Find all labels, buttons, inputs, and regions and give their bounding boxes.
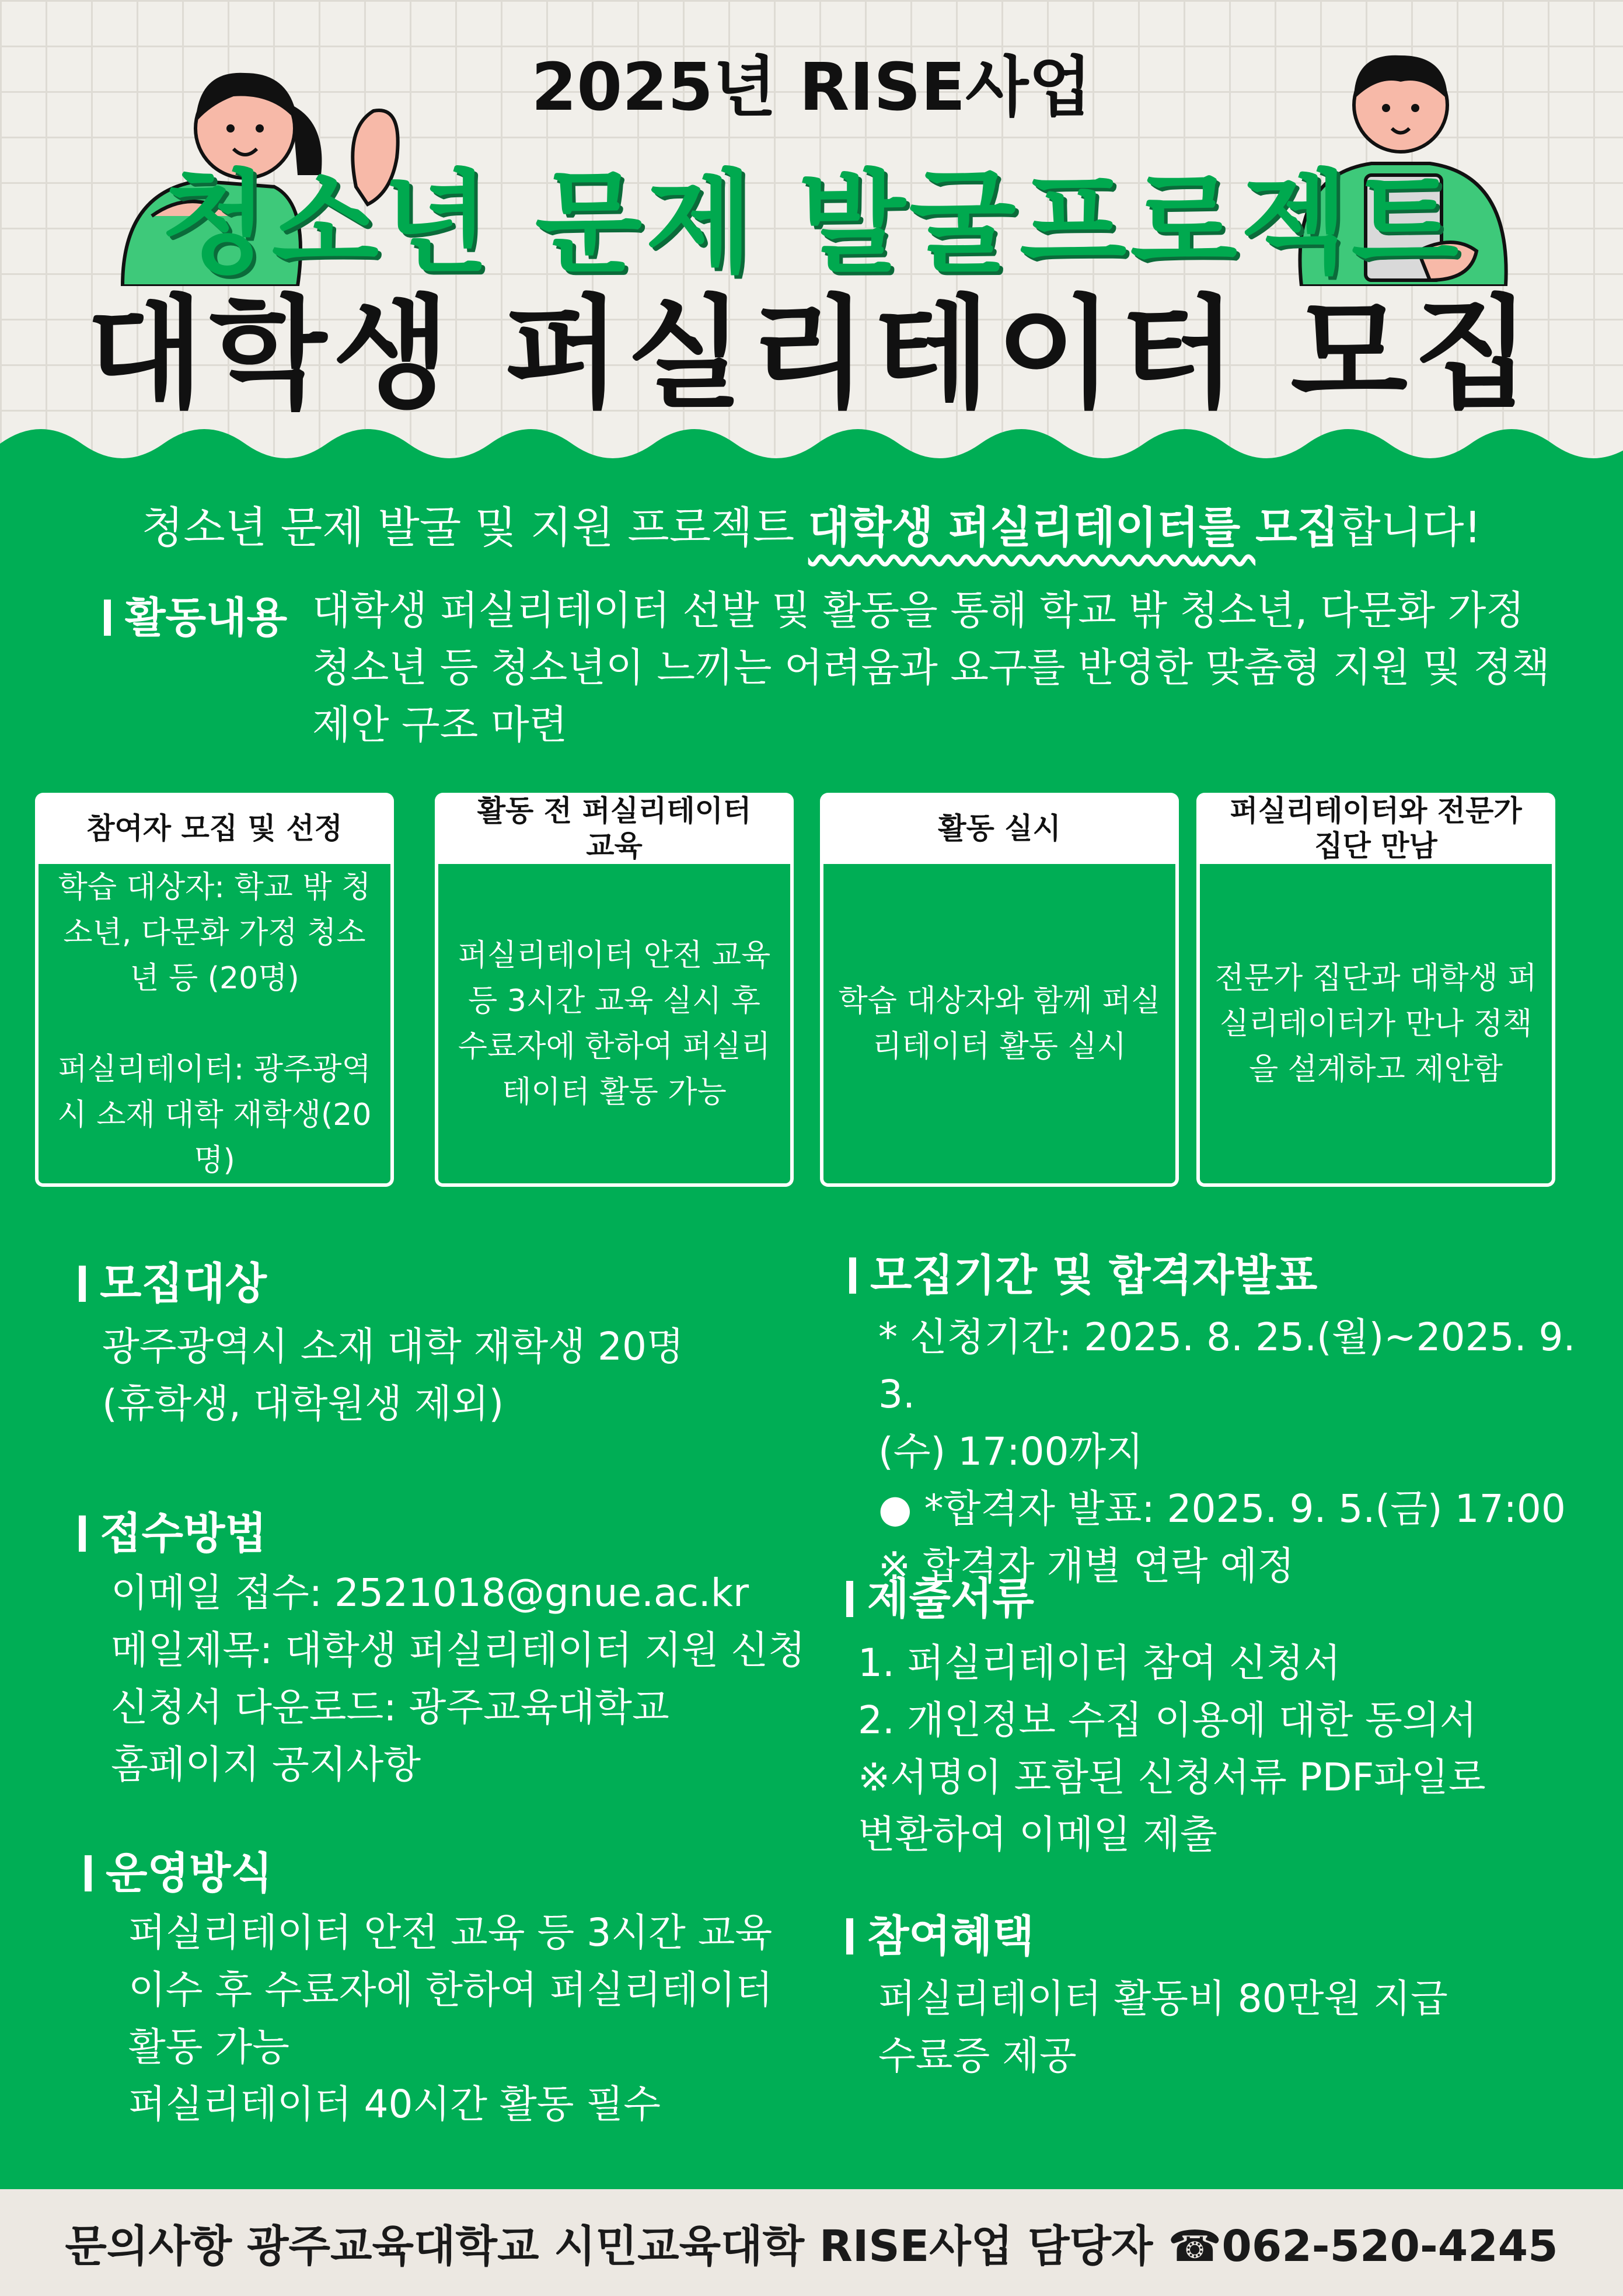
- section-title-benefits: 참여혜택: [846, 1902, 1034, 1964]
- section-title-apply: 접수방법: [79, 1499, 267, 1561]
- step-card-recruit: [35, 793, 394, 1187]
- step-card-body: 퍼실리테이터 안전 교육 등 3시간 교육 실시 후 수료자에 한하여 퍼실리테이터 활동 가능: [435, 864, 794, 1187]
- section-title-documents: 제출서류: [846, 1565, 1034, 1626]
- step-card-activity: [820, 793, 1179, 1187]
- section-body-target: 광주광역시 소재 대학 재학생 20명 (휴학생, 대학원생 제외): [102, 1324, 684, 1426]
- section-body-benefits: 퍼실리테이터 활동비 80만원 지급 수료증 제공: [878, 1976, 1448, 2078]
- activity-label: 활동내용: [104, 584, 287, 644]
- section-title-period: 모집기간 및 합격자발표: [849, 1241, 1317, 1303]
- section-body-apply: 이메일 접수: 2521018@gnue.ac.kr 메일제목: 대학생 퍼실리테이터 지원 신청 신청서 다운로드: 광주교육대학교 홈페이지 공지사항: [111, 1570, 806, 1787]
- step-card-expert: [1196, 793, 1555, 1187]
- headline-year: 2025년 RISE사업: [531, 50, 1092, 126]
- step-card-body: 학습 대상자: 학교 밖 청소년, 다문화 가정 청소년 등 (20명) 퍼실리테이터: 광주광역시 소재 대학 재학생(20명): [35, 864, 394, 1187]
- step-card-title: 활동 실시: [820, 793, 1179, 864]
- section-title-operation: 운영방식: [85, 1839, 273, 1901]
- footer-contact: [0, 2189, 1623, 2296]
- step-card-body: 전문가 집단과 대학생 퍼실리테이터가 만나 정책을 설계하고 제안함: [1196, 864, 1555, 1187]
- section-body-operation: 퍼실리테이터 안전 교육 등 3시간 교육 이수 후 수료자에 한하여 퍼실리테이터 활동 가능 퍼실리테이터 40시간 활동 필수: [128, 1910, 773, 2127]
- headline-recruit: 대학생 퍼실리테이터 모집: [86, 284, 1537, 425]
- section-body-period: * 신청기간: 2025. 8. 25.(월)~2025. 9. 3. (수) 17:00까지 ● *합격자 발표: 2025. 9. 5.(금) 17:00 ※ 합격자 개별 연락 예정: [878, 1315, 1576, 1588]
- intro-text: 청소년 문제 발굴 및 지원 프로젝트 대학생 퍼실리테이터를 모집합니다!: [141, 503, 1482, 553]
- section-title-target: 모집대상: [79, 1249, 267, 1311]
- activity-body: 대학생 퍼실리테이터 선발 및 활동을 통해 학교 밖 청소년, 다문화 가정 청소년 등 청소년이 느끼는 어려움과 요구를 반영한 맞춤형 지원 및 정책 제안 구조 마련: [312, 588, 1551, 748]
- headline-project: 청소년 문제 발굴프로젝트: [160, 159, 1463, 288]
- step-card-body: 학습 대상자와 함께 퍼실리테이터 활동 실시: [820, 864, 1179, 1187]
- step-card-title: 퍼실리테이터와 전문가 집단 만남: [1196, 793, 1555, 864]
- footer-contact-text: 문의사항 광주교육대학교 시민교육대학 RISE사업 담당자 ☎062-520-4245: [65, 2221, 1558, 2271]
- wave-divider: [0, 409, 1623, 473]
- section-body-documents: 1. 퍼실리테이터 참여 신청서 2. 개인정보 수집 이용에 대한 동의서 ※서명이 포함된 신청서류 PDF파일로 변환하여 이메일 제출: [858, 1640, 1486, 1857]
- step-card-title: 참여자 모집 및 선정: [35, 793, 394, 864]
- step-card-training: [435, 793, 794, 1187]
- step-card-title: 활동 전 퍼실리테이터 교육: [435, 793, 794, 864]
